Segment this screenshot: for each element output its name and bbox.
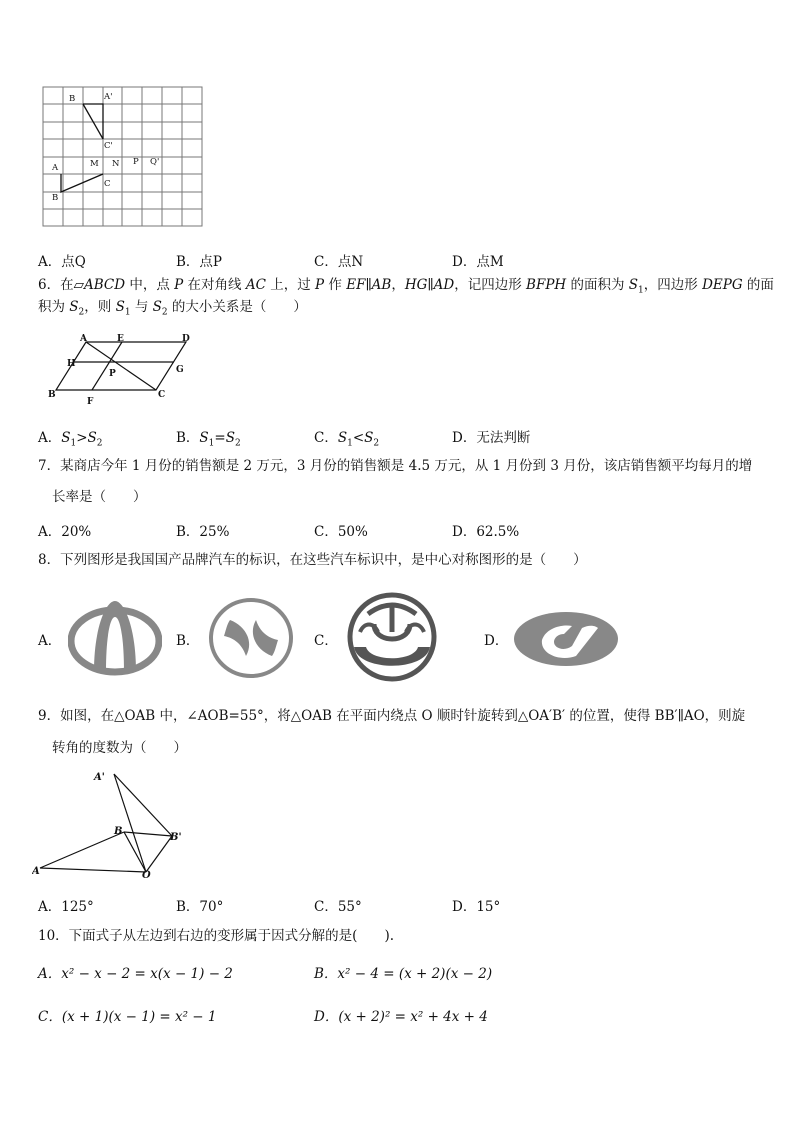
label-C: C [104,179,111,189]
q6-option-b[interactable]: B．$S_1=S_2$ [176,430,241,449]
label-A: A [32,866,40,877]
q5-option-d[interactable]: D．点M [452,254,504,270]
label-B: B [48,390,56,400]
q8-logo-c [344,592,440,682]
q9-line2: 转角的度数为（ ） [52,740,187,756]
label-B-prime: B' [170,832,182,843]
q6-line2: 积为 $S_2$，则 $S_1$ 与 $S_2$ 的大小关系是（ ） [38,299,307,318]
segment-b-prime-o [146,836,172,872]
q9-option-d[interactable]: D．15° [452,899,501,915]
q6-option-a[interactable]: A．$S_1>S_2$ [38,430,103,449]
q9-option-c[interactable]: C．55° [314,899,362,915]
q9-line1: 9．如图，在△OAB 中，∠AOB=55°，将△OAB 在平面内绕点 O 顺时针旋转到△OA′B′ 的位置，使得 BB′∥AO，则旋 [38,708,746,724]
q8-option-a[interactable]: A． [38,633,62,649]
label-P: P [109,369,116,379]
q5-grid-figure [42,86,204,228]
label-A: A [80,334,87,344]
label-Q: Q' [150,157,160,167]
label-G: G [176,365,184,375]
q6-option-c[interactable]: C．$S_1<S_2$ [314,430,380,449]
q6-line1: 6．在▱ABCD 中，点 P 在对角线 AC 上，过 P 作 EF∥AB，HG∥AD，记四边形 BFPH 的面积为 $S_1$，四边形 DEPG 的面 [38,277,774,296]
label-C-prime: C' [104,141,113,151]
q10-option-d[interactable]: D．(x + 2)² = x² + 4x + 4 [314,1009,488,1025]
label-P: P [133,157,139,167]
label-A-prime: A' [104,92,113,102]
q8-line1: 8．下列图形是我国国产品牌汽车的标识，在这些汽车标识中，是中心对称图形的是（ ） [38,552,587,568]
q6-parallelogram-figure [44,332,194,408]
segment-a-prime-o [114,774,146,872]
q7-line2: 长率是（ ） [52,489,147,505]
q9-option-b[interactable]: B．70° [176,899,224,915]
q10-line1: 10．下面式子从左边到右边的变形属于因式分解的是( ). [38,928,395,944]
label-B2: B [52,193,59,203]
segment-a-prime-b-prime [114,774,172,836]
q8-option-d[interactable]: D． [484,633,509,649]
q7-option-d[interactable]: D．62.5% [452,524,520,540]
q5-option-b[interactable]: B．点P [176,254,223,270]
label-E: E [117,334,124,344]
label-C: C [158,390,166,400]
label-A: A [52,163,59,173]
segment-ao [40,868,146,872]
q6-option-d[interactable]: D．无法判断 [452,430,531,446]
q7-option-c[interactable]: C．50% [314,524,368,540]
q8-logo-b [206,596,296,680]
q10-option-a[interactable]: A．x² − x − 2 = x(x − 1) − 2 [38,966,233,982]
q7-option-b[interactable]: B．25% [176,524,230,540]
q10-option-b[interactable]: B．x² − 4 = (x + 2)(x − 2) [314,966,493,982]
label-M: M [90,159,99,169]
q8-logo-a [68,597,162,677]
label-A-prime: A' [94,772,105,783]
q8-option-c[interactable]: C． [314,633,338,649]
q10-option-c[interactable]: C．(x + 1)(x − 1) = x² − 1 [38,1009,217,1025]
q8-logo-d [512,610,620,668]
q8-option-b[interactable]: B． [176,633,200,649]
grid-lines [43,87,202,226]
triangles [61,104,103,192]
q7-option-a[interactable]: A．20% [38,524,92,540]
label-B: B [69,94,76,104]
label-D: D [182,334,190,344]
q9-option-a[interactable]: A．125° [38,899,94,915]
label-O: O [142,870,151,880]
label-H: H [67,359,76,369]
segment-ab [40,832,124,868]
label-B: B [114,826,123,837]
label-N: N [112,159,120,169]
q9-rotation-figure [32,768,192,880]
q5-option-a[interactable]: A．点Q [38,254,86,270]
segment-bb-prime [124,832,172,836]
q7-line1: 7．某商店今年 1 月份的销售额是 2 万元，3 月份的销售额是 4.5 万元，从 1 月份到 3 月份，该店销售额平均每月的增 [38,458,753,474]
q5-option-c[interactable]: C．点N [314,254,364,270]
label-F: F [87,397,94,407]
